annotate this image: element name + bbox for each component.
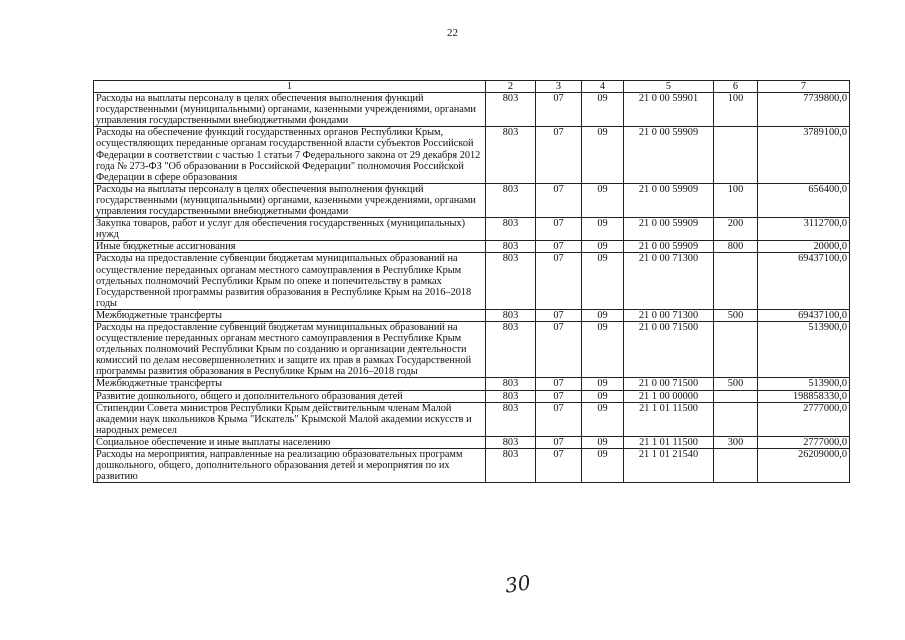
column-header: 1 [94, 81, 486, 93]
row-code: 07 [536, 253, 582, 309]
row-description: Иные бюджетные ассигнования [94, 241, 486, 253]
row-code: 200 [714, 218, 758, 241]
table-row [94, 378, 850, 390]
row-code: 09 [582, 402, 624, 436]
row-amount: 656400,0 [758, 183, 850, 217]
row-code: 07 [536, 321, 582, 377]
row-code: 07 [536, 93, 582, 127]
table-header-row [94, 81, 850, 93]
row-code [714, 449, 758, 483]
row-code: 09 [582, 449, 624, 483]
row-code: 21 1 01 21540 [624, 449, 714, 483]
row-description: Расходы на предоставление субвенции бюджетам муниципальных образований на осуществление переданных органам местного самоуправления в Республике Крым отдельных полномочий Республики Крым по опеке и попечительству в рамках Государственной программы развития образования в Республике Крым на 2016–2018 годы [94, 253, 486, 309]
table-row [94, 241, 850, 253]
row-code: 07 [536, 402, 582, 436]
row-amount: 513900,0 [758, 378, 850, 390]
table-row [94, 309, 850, 321]
row-code: 803 [486, 402, 536, 436]
row-code: 21 0 00 71500 [624, 321, 714, 377]
row-code: 100 [714, 93, 758, 127]
row-code: 21 0 00 59909 [624, 241, 714, 253]
row-code: 21 0 00 59909 [624, 218, 714, 241]
row-code: 07 [536, 127, 582, 183]
row-code: 07 [536, 378, 582, 390]
row-amount: 513900,0 [758, 321, 850, 377]
row-code: 500 [714, 309, 758, 321]
row-amount: 26209000,0 [758, 449, 850, 483]
row-code: 09 [582, 309, 624, 321]
row-code: 09 [582, 436, 624, 448]
row-amount: 198858330,0 [758, 390, 850, 402]
row-code: 300 [714, 436, 758, 448]
row-code: 21 0 00 71300 [624, 253, 714, 309]
table-row [94, 449, 850, 483]
row-code: 21 0 00 71300 [624, 309, 714, 321]
row-code: 07 [536, 390, 582, 402]
row-amount: 69437100,0 [758, 309, 850, 321]
row-code: 803 [486, 321, 536, 377]
row-code [714, 253, 758, 309]
budget-table [93, 80, 850, 483]
row-description: Расходы на выплаты персоналу в целях обеспечения выполнения функций государственными (муниципальными) органами, казенными учреждениями, органами управления государственными внебюджетными фондами [94, 93, 486, 127]
row-code: 803 [486, 253, 536, 309]
row-code: 803 [486, 183, 536, 217]
row-code: 09 [582, 218, 624, 241]
row-amount: 2777000,0 [758, 402, 850, 436]
row-code: 803 [486, 378, 536, 390]
row-code: 07 [536, 218, 582, 241]
row-description: Межбюджетные трансферты [94, 378, 486, 390]
row-code [714, 390, 758, 402]
row-description: Закупка товаров, работ и услуг для обеспечения государственных (муниципальных) нужд [94, 218, 486, 241]
row-description: Развитие дошкольного, общего и дополнительного образования детей [94, 390, 486, 402]
row-code: 21 0 00 71500 [624, 378, 714, 390]
table-row [94, 127, 850, 183]
row-code: 803 [486, 218, 536, 241]
row-code: 09 [582, 241, 624, 253]
row-code: 09 [582, 93, 624, 127]
column-header: 2 [486, 81, 536, 93]
row-code: 803 [486, 93, 536, 127]
row-code: 07 [536, 241, 582, 253]
row-code: 07 [536, 183, 582, 217]
row-code: 803 [486, 241, 536, 253]
row-code: 800 [714, 241, 758, 253]
table-row [94, 93, 850, 127]
row-amount: 69437100,0 [758, 253, 850, 309]
table-row [94, 253, 850, 309]
page-number: 22 [447, 27, 458, 39]
row-code: 21 1 00 00000 [624, 390, 714, 402]
row-code: 09 [582, 378, 624, 390]
table-row [94, 321, 850, 377]
table-row [94, 183, 850, 217]
row-code: 100 [714, 183, 758, 217]
row-code [714, 127, 758, 183]
column-header: 3 [536, 81, 582, 93]
row-code: 21 1 01 11500 [624, 402, 714, 436]
row-code [714, 321, 758, 377]
row-amount: 3789100,0 [758, 127, 850, 183]
row-code [714, 402, 758, 436]
row-description: Расходы на обеспечение функций государственных органов Республики Крым, осуществляющих переданные органам государственной власти субъектов Российской Федерации в соответствии с частью 1 статьи 7 Федерального закона от 29 декабря 2012 года № 273-ФЗ "Об образовании в Российской Федерации" полномочия Российской Федерации в сфере образования [94, 127, 486, 183]
handwritten-page-mark: 30 [503, 570, 532, 598]
row-code: 803 [486, 127, 536, 183]
row-description: Расходы на выплаты персоналу в целях обеспечения выполнения функций государственными (муниципальными) органами, казенными учреждениями, органами управления государственными внебюджетными фондами [94, 183, 486, 217]
table-row [94, 402, 850, 436]
row-code: 500 [714, 378, 758, 390]
table-row [94, 218, 850, 241]
row-code: 21 0 00 59909 [624, 127, 714, 183]
column-header: 7 [758, 81, 850, 93]
row-code: 09 [582, 183, 624, 217]
table-row [94, 390, 850, 402]
row-code: 803 [486, 449, 536, 483]
row-code: 803 [486, 436, 536, 448]
row-code: 21 0 00 59909 [624, 183, 714, 217]
row-amount: 2777000,0 [758, 436, 850, 448]
table-row [94, 436, 850, 448]
row-description: Социальное обеспечение и иные выплаты населению [94, 436, 486, 448]
row-code: 803 [486, 309, 536, 321]
row-code: 07 [536, 449, 582, 483]
row-description: Стипендии Совета министров Республики Крым действительным членам Малой академии наук школьников Крыма "Искатель" Крымской Малой академии искусств и народных ремесел [94, 402, 486, 436]
row-code: 21 1 01 11500 [624, 436, 714, 448]
row-code: 09 [582, 127, 624, 183]
row-code: 803 [486, 390, 536, 402]
row-amount: 3112700,0 [758, 218, 850, 241]
row-description: Межбюджетные трансферты [94, 309, 486, 321]
row-description: Расходы на мероприятия, направленные на реализацию образовательных программ дошкольного, общего, дополнительного образования детей и мероприятия по их развитию [94, 449, 486, 483]
row-code: 09 [582, 321, 624, 377]
column-header: 4 [582, 81, 624, 93]
row-code: 09 [582, 390, 624, 402]
row-code: 07 [536, 309, 582, 321]
row-code: 09 [582, 253, 624, 309]
row-description: Расходы на предоставление субвенций бюджетам муниципальных образований на осуществление переданных органам местного самоуправления в Республике Крым отдельных полномочий Республики Крым по созданию и организации деятельности комиссий по делам несовершеннолетних и защите их прав в рамках Государственной программы развития образования в Республике Крым на 2016–2018 годы [94, 321, 486, 377]
row-amount: 7739800,0 [758, 93, 850, 127]
row-code: 07 [536, 436, 582, 448]
row-amount: 20000,0 [758, 241, 850, 253]
row-code: 21 0 00 59901 [624, 93, 714, 127]
column-header: 6 [714, 81, 758, 93]
column-header: 5 [624, 81, 714, 93]
